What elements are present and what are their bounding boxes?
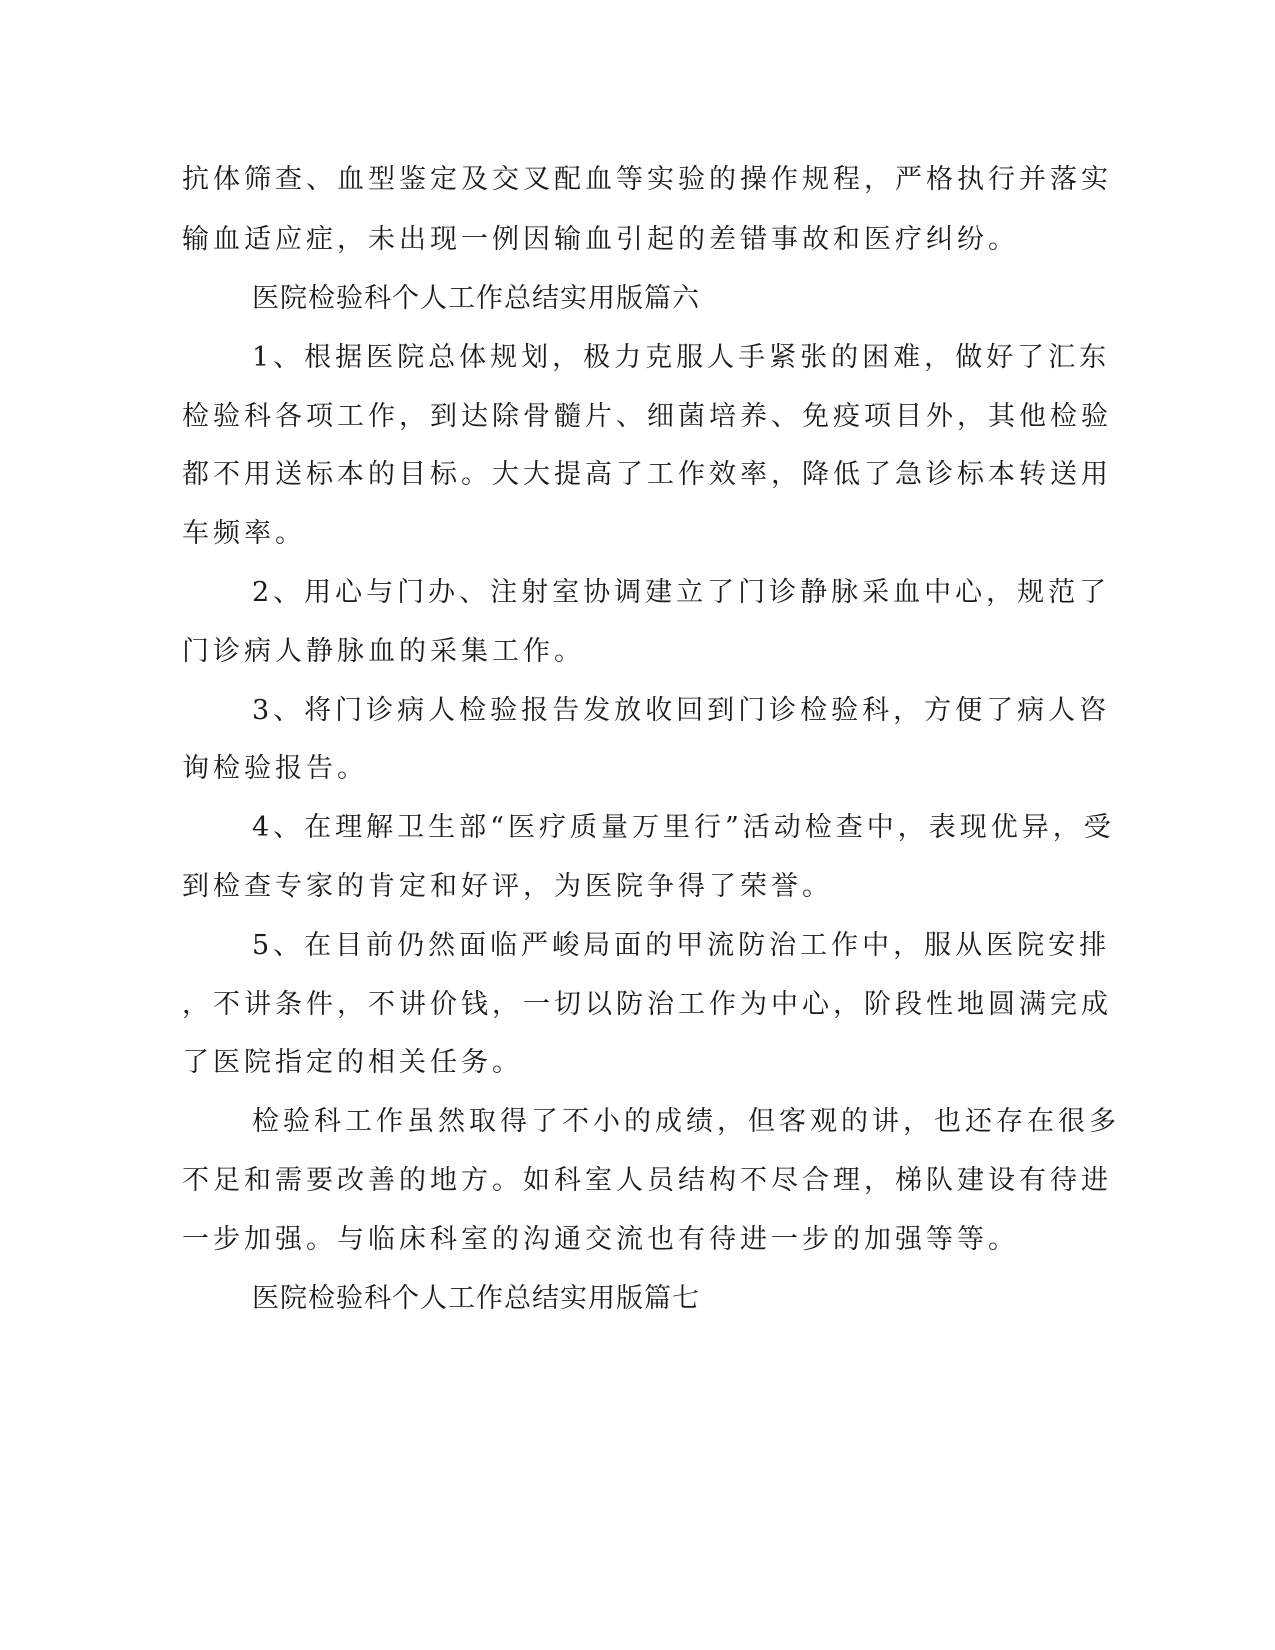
text-line: 3、将门诊病人检验报告发放收回到门诊检验科，方便了病人咨 — [252, 695, 1111, 726]
text-line: 检验科工作虽然取得了不小的成绩，但客观的讲，也还存在很多 — [252, 1106, 1120, 1137]
text-line: 1、根据医院总体规划，极力克服人手紧张的困难，做好了汇东 — [252, 342, 1111, 373]
text-line: ，不讲条件，不讲价钱，一切以防治工作为中心，阶段性地圆满完成 — [182, 989, 1112, 1020]
text-line: 了医院指定的相关任务。 — [182, 1047, 523, 1078]
text-line: 不足和需要改善的地方。如科室人员结构不尽合理，梯队建设有待进 — [182, 1165, 1112, 1196]
section-heading-6: 医院检验科个人工作总结实用版篇六 — [252, 283, 700, 314]
text-line: 5、在目前仍然面临严峻局面的甲流防治工作中，服从医院安排 — [252, 930, 1111, 961]
text-line: 4、在理解卫生部“医疗质量万里行”活动检查中，表现优异，受 — [252, 812, 1115, 843]
section-heading-7: 医院检验科个人工作总结实用版篇七 — [252, 1283, 700, 1314]
text-line: 询检验报告。 — [182, 753, 368, 784]
text-line: 一步加强。与临床科室的沟通交流也有待进一步的加强等等。 — [182, 1224, 1019, 1255]
text-line: 2、用心与门办、注射室协调建立了门诊静脉采血中心，规范了 — [252, 577, 1111, 608]
text-line: 到检查专家的肯定和好评，为医院争得了荣誉。 — [182, 871, 833, 902]
text-line: 门诊病人静脉血的采集工作。 — [182, 636, 585, 667]
text-line: 都不用送标本的目标。大大提高了工作效率，降低了急诊标本转送用 — [182, 459, 1112, 490]
text-line: 检验科各项工作，到达除骨髓片、细菌培养、免疫项目外，其他检验 — [182, 401, 1112, 432]
text-line: 输血适应症，未出现一例因输血引起的差错事故和医疗纠纷。 — [182, 224, 1019, 255]
text-line: 抗体筛查、血型鉴定及交叉配血等实验的操作规程，严格执行并落实 — [182, 164, 1112, 195]
text-line: 车频率。 — [182, 518, 306, 549]
